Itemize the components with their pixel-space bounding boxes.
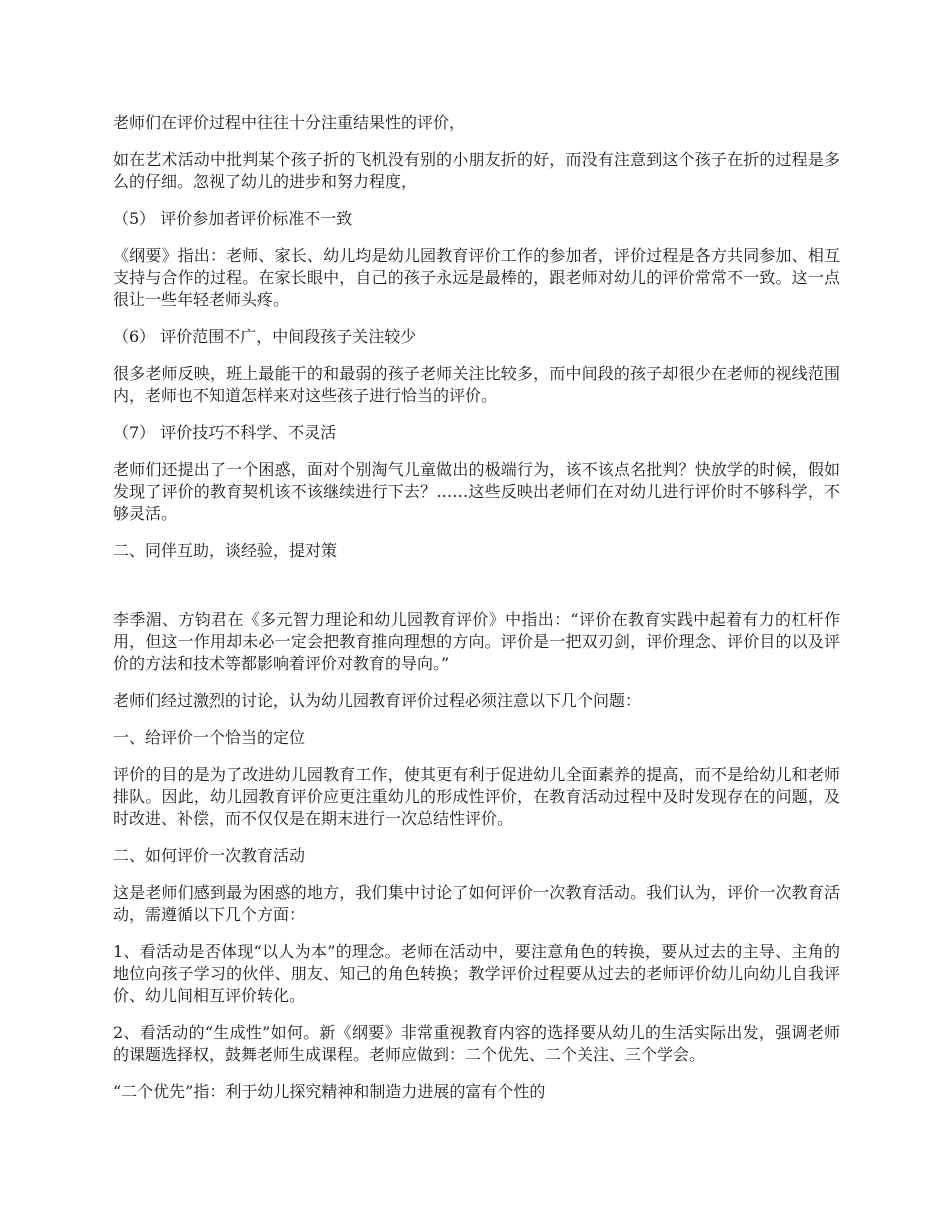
heading-7: （7） 评价技巧不科学、不灵活	[113, 423, 337, 442]
list-item-1: 1、看活动是否体现“以人为本”的理念。老师在活动中，要注意角色的转换，要从过去的主导、主角的地位向孩子学习的伙伴、朋友、知己的角色转换；教学评价过程要从过去的老师评价幼儿向幼儿自我评价、幼儿间相互评价转化。	[113, 942, 840, 1005]
paragraph-9: 这是老师们感到最为困惑的地方，我们集中讨论了如何评价一次教育活动。我们认为，评价一次教育活动，需遵循以下几个方面：	[113, 883, 840, 924]
paragraph-6: 李季湄、方钧君在《多元智力理论和幼儿园教育评价》中指出：“评价在教育实践中起着有力的杠杆作用，但这一作用却未必一定会把教育推向理想的方向。评价是一把双刃剑，评价理念、评价目的以及评价的方法和技术等都影响着评价对教育的导向。”	[113, 610, 840, 673]
paragraph-5: 老师们还提出了一个困惑，面对个别淘气儿童做出的极端行为，该不该点名批判？快放学的时候，假如发现了评价的教育契机该不该继续进行下去？……这些反映出老师们在对幼儿进行评价时不够科学，不够灵活。	[113, 460, 840, 523]
paragraph-8: 评价的目的是为了改进幼儿园教育工作，使其更有利于促进幼儿全面素养的提高，而不是给幼儿和老师排队。因此，幼儿园教育评价应更注重幼儿的形成性评价，在教育活动过程中及时发现存在的问题，及时改进、补偿，而不仅仅是在期末进行一次总结性评价。	[113, 765, 840, 828]
heading-5: （5） 评价参加者评价标准不一致	[113, 209, 353, 228]
section-heading-peer-help: 二、同伴互助，谈经验，提对策	[113, 541, 338, 560]
paragraph-1: 老师们在评价过程中往往十分注重结果性的评价，	[113, 113, 466, 132]
section-heading-positioning: 一、给评价一个恰当的定位	[113, 728, 306, 747]
paragraph-2: 如在艺术活动中批判某个孩子折的飞机没有别的小朋友折的好，而没有注意到这个孩子在折的过程是多么的仔细。忽视了幼儿的进步和努力程度，	[113, 150, 840, 191]
document-body	[113, 112, 840, 1118]
list-item-2: 2、看活动的“生成性”如何。新《纲要》非常重视教育内容的选择要从幼儿的生活实际出发，强调老师的课题选择权，鼓舞老师生成课程。老师应做到：二个优先、二个关注、三个学会。	[113, 1023, 840, 1064]
paragraph-4: 很多老师反映，班上最能干的和最弱的孩子老师关注比较多，而中间段的孩子却很少在老师的视线范围内，老师也不知道怎样来对这些孩子进行恰当的评价。	[113, 364, 840, 405]
paragraph-3: 《纲要》指出：老师、家长、幼儿均是幼儿园教育评价工作的参加者，评价过程是各方共同参加、相互支持与合作的过程。在家长眼中，自己的孩子永远是最棒的，跟老师对幼儿的评价常常不一致。这一点很让一些年轻老师头疼。	[113, 246, 840, 309]
paragraph-10: “二个优先”指：利于幼儿探究精神和制造力进展的富有个性的	[113, 1082, 546, 1101]
heading-6: （6） 评价范围不广，中间段孩子关注较少	[113, 327, 417, 346]
paragraph-7: 老师们经过激烈的讨论，认为幼儿园教育评价过程必须注意以下几个问题：	[113, 691, 642, 710]
section-heading-evaluate-activity: 二、如何评价一次教育活动	[113, 846, 306, 865]
